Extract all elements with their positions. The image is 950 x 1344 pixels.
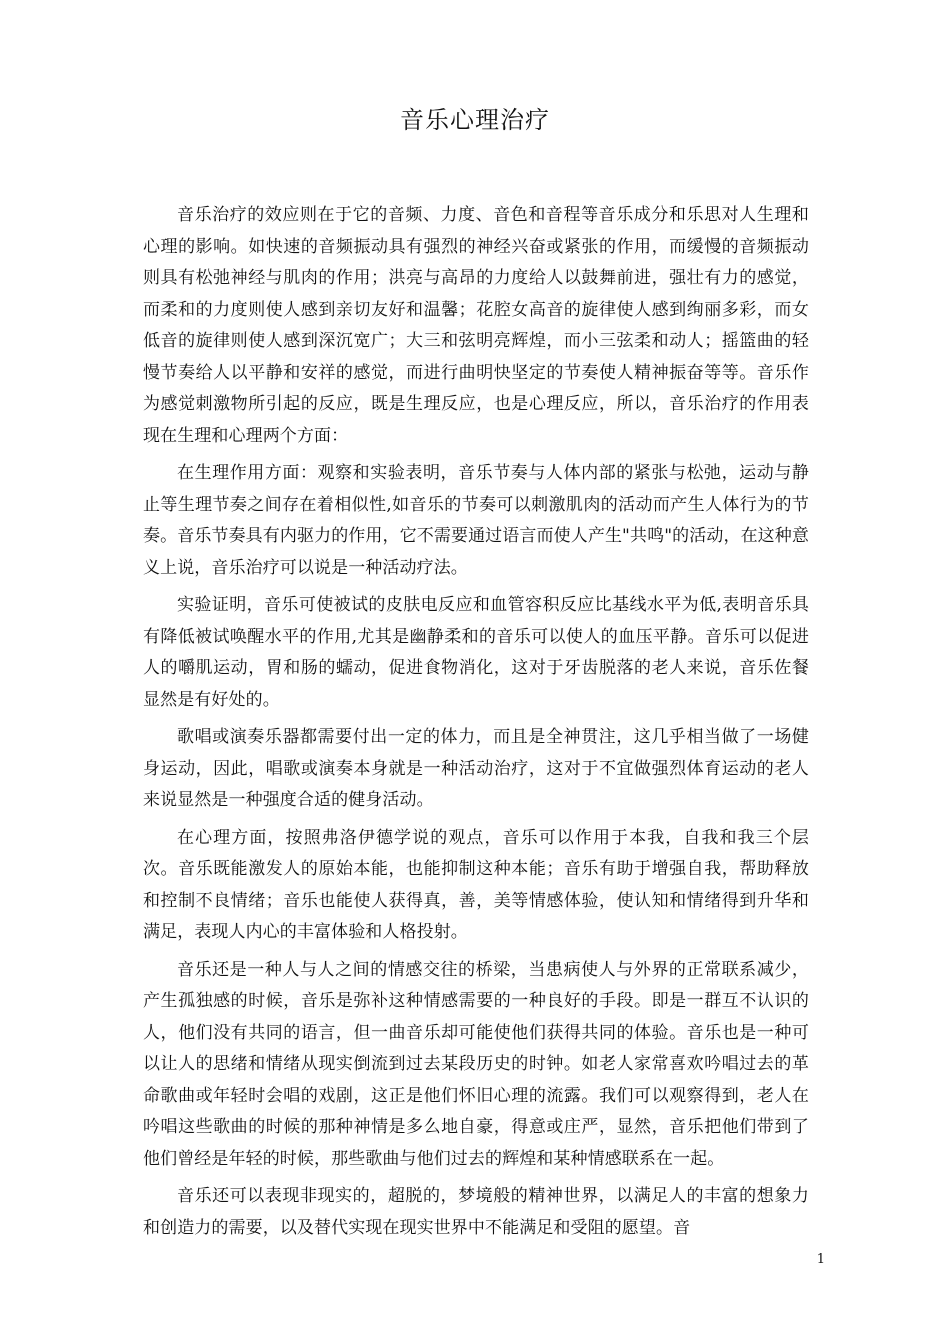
paragraph: 在心理方面，按照弗洛伊德学说的观点，音乐可以作用于本我，自我和我三个层次。音乐既能激发人的原始本能，也能抑制这种本能；音乐有助于增强自我，帮助释放和控制不良情绪；音乐也能使人获得真，善，美等情感体验，使认知和情绪得到升华和满足，表现人内心的丰富体验和人格投射。 [143,827,809,942]
paragraph: 实验证明，音乐可使被试的皮肤电反应和血管容积反应比基线水平为低,表明音乐具有降低被试唤醒水平的作用,尤其是幽静柔和的音乐可以使人的血压平静。音乐可以促进人的嚼肌运动，胃和肠的蠕动，促进食物消化，这对于牙齿脱落的老人来说，音乐佐餐显然是有好处的。 [143,595,809,710]
paragraph: 在生理作用方面：观察和实验表明，音乐节奏与人体内部的紧张与松弛，运动与静止等生理节奏之间存在着相似性,如音乐的节奏可以刺激肌肉的活动而产生人体行为的节奏。音乐节奏具有内驱力的作用，它不需要通过语言而使人产生"共鸣"的活动，在这种意义上说，音乐治疗可以说是一种活动疗法。 [143,463,809,578]
paragraph: 音乐还可以表现非现实的，超脱的，梦境般的精神世界，以满足人的丰富的想象力和创造力的需要，以及替代实现在现实世界中不能满足和受阻的愿望。音 [143,1186,809,1238]
paragraph: 音乐治疗的效应则在于它的音频、力度、音色和音程等音乐成分和乐思对人生理和心理的影响。如快速的音频振动具有强烈的神经兴奋或紧张的作用，而缓慢的音频振动则具有松弛神经与肌肉的作用；洪亮与高昂的力度给人以鼓舞前进，强壮有力的感觉，而柔和的力度则使人感到亲切友好和温馨；花腔女高音的旋律使人感到绚丽多彩，而女低音的旋律则使人感到深沉宽广；大三和弦明亮辉煌，而小三弦柔和动人；摇篮曲的轻慢节奏给人以平静和安祥的感觉，而进行曲明快坚定的节奏使人精神振奋等等。音乐作为感觉刺激物所引起的反应，既是生理反应，也是心理反应，所以，音乐治疗的作用表现在生理和心理两个方面： [143,205,809,446]
document-body [143,200,809,1250]
page-number: 1 [816,1252,825,1267]
paragraph: 音乐还是一种人与人之间的情感交往的桥梁，当患病使人与外界的正常联系减少，产生孤独感的时候，音乐是弥补这种情感需要的一种良好的手段。即是一群互不认识的人，他们没有共同的语言，但一曲音乐却可能使他们获得共同的体验。音乐也是一种可以让人的思绪和情绪从现实倒流到过去某段历史的时钟。如老人家常喜欢吟唱过去的革命歌曲或年轻时会唱的戏剧，这正是他们怀旧心理的流露。我们可以观察得到，老人在吟唱这些歌曲的时候的那种神情是多么地自豪，得意或庄严，显然，音乐把他们带到了他们曾经是年轻的时候，那些歌曲与他们过去的辉煌和某种情感联系在一起。 [143,959,809,1169]
document-title: 音乐心理治疗 [400,106,550,134]
paragraph: 歌唱或演奏乐器都需要付出一定的体力，而且是全神贯注，这几乎相当做了一场健身运动，因此，唱歌或演奏本身就是一种活动治疗，这对于不宜做强烈体育运动的老人来说显然是一种强度合适的健身活动。 [143,727,809,810]
